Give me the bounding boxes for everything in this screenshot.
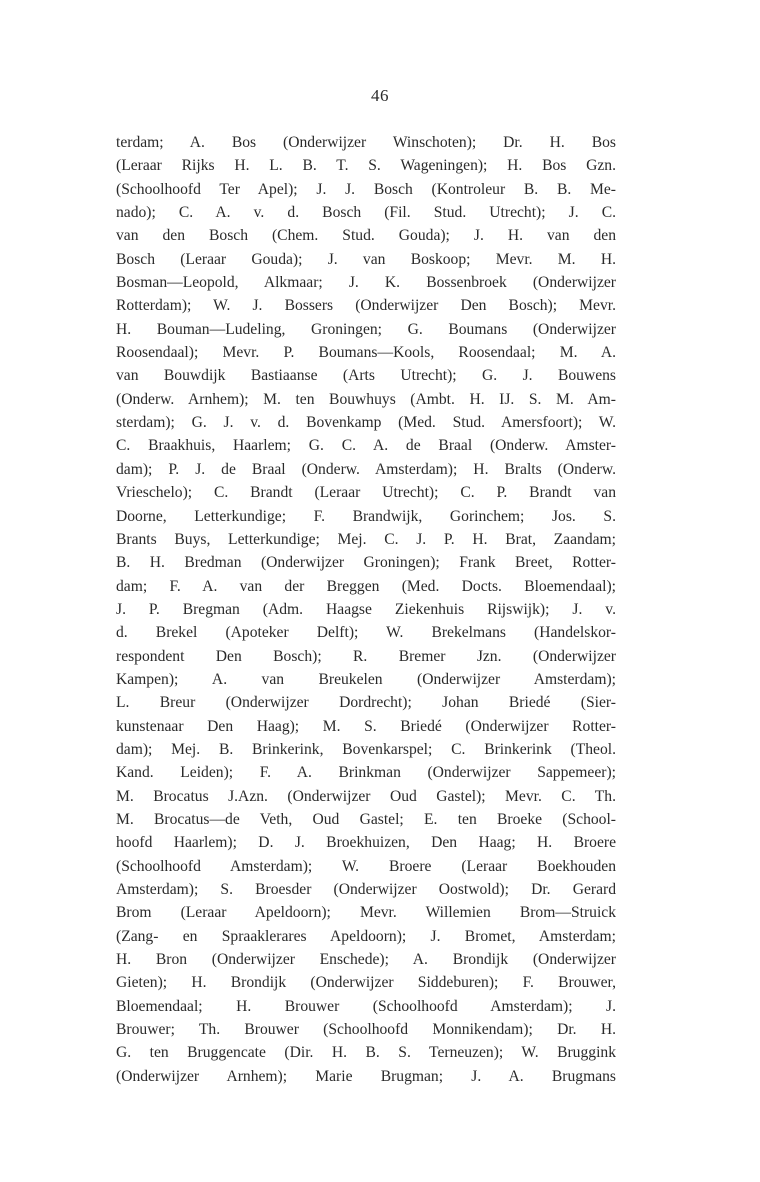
text-line: M. Brocatus—de Veth, Oud Gastel; E. ten Broeke (School-: [116, 810, 616, 828]
text-line: B. H. Bredman (Onderwijzer Groningen); Frank Breet, Rotter-: [116, 554, 616, 572]
text-line: M. Brocatus J.Azn. (Onderwijzer Oud Gastel); Mevr. C. Th.: [116, 787, 616, 805]
text-line: Doorne, Letterkundige; F. Brandwijk, Gorinchem; Jos. S.: [116, 507, 616, 525]
text-line: Vrieschelo); C. Brandt (Leraar Utrecht); C. P. Brandt van: [116, 484, 616, 502]
text-line: H. Bron (Onderwijzer Enschede); A. Brondijk (Onderwijzer: [116, 951, 616, 969]
text-line: (Leraar Rijks H. L. B. T. S. Wageningen); H. Bos Gzn.: [116, 157, 616, 175]
text-line: kunstenaar Den Haag); M. S. Briedé (Onderwijzer Rotter-: [116, 717, 616, 735]
text-line: (Zang- en Spraaklerares Apeldoorn); J. Bromet, Amsterdam;: [116, 927, 616, 945]
text-line: (Schoolhoofd Amsterdam); W. Broere (Leraar Boekhouden: [116, 857, 616, 875]
text-line: van Bouwdijk Bastiaanse (Arts Utrecht); G. J. Bouwens: [116, 367, 616, 385]
text-line: Rotterdam); W. J. Bossers (Onderwijzer Den Bosch); Mevr.: [116, 297, 616, 315]
text-line: dam; F. A. van der Breggen (Med. Docts. Bloemendaal);: [116, 577, 616, 595]
text-line: Bosch (Leraar Gouda); J. van Boskoop; Mevr. M. H.: [116, 250, 616, 268]
text-line: L. Breur (Onderwijzer Dordrecht); Johan Briedé (Sier-: [116, 694, 616, 712]
text-line: Kand. Leiden); F. A. Brinkman (Onderwijzer Sappemeer);: [116, 764, 616, 782]
text-line: Brom (Leraar Apeldoorn); Mevr. Willemien Brom—Struick: [116, 904, 616, 922]
text-line: Amsterdam); S. Broesder (Onderwijzer Oostwold); Dr. Gerard: [116, 881, 616, 898]
text-line: van den Bosch (Chem. Stud. Gouda); J. H. van den: [116, 227, 616, 245]
text-line: respondent Den Bosch); R. Bremer Jzn. (Onderwijzer: [116, 647, 616, 665]
text-line: G. ten Bruggencate (Dir. H. B. S. Terneuzen); W. Bruggink: [116, 1044, 616, 1062]
page-number: 46: [371, 86, 389, 105]
text-line: Roosendaal); Mevr. P. Boumans—Kools, Roosendaal; M. A.: [116, 344, 616, 362]
text-line: hoofd Haarlem); D. J. Broekhuizen, Den Haag; H. Broere: [116, 834, 616, 852]
text-line: terdam; A. Bos (Onderwijzer Winschoten); Dr. H. Bos: [116, 134, 616, 151]
text-line: dam); Mej. B. Brinkerink, Bovenkarspel; C. Brinkerink (Theol.: [116, 740, 616, 758]
text-line: (Onderw. Arnhem); M. ten Bouwhuys (Ambt. H. IJ. S. M. Am-: [116, 390, 616, 408]
text-line: Brouwer; Th. Brouwer (Schoolhoofd Monnikendam); Dr. H.: [116, 1021, 616, 1039]
text-line: H. Bouman—Ludeling, Groningen; G. Boumans (Onderwijzer: [116, 320, 616, 338]
text-line: sterdam); G. J. v. d. Bovenkamp (Med. Stud. Amersfoort); W.: [116, 414, 616, 432]
text-line: (Onderwijzer Arnhem); Marie Brugman; J. A. Brugmans: [116, 1067, 616, 1085]
text-line: Bosman—Leopold, Alkmaar; J. K. Bossenbroek (Onderwijzer: [116, 274, 616, 292]
text-line: Gieten); H. Brondijk (Onderwijzer Siddeburen); F. Brouwer,: [116, 974, 616, 992]
text-line: Brants Buys, Letterkundige; Mej. C. J. P. H. Brat, Zaandam;: [116, 530, 616, 548]
text-line: C. Braakhuis, Haarlem; G. C. A. de Braal (Onderw. Amster-: [116, 437, 616, 455]
text-line: d. Brekel (Apoteker Delft); W. Brekelmans (Handelskor-: [116, 624, 616, 642]
text-line: dam); P. J. de Braal (Onderw. Amsterdam); H. Bralts (Onderw.: [116, 460, 616, 478]
text-line: nado); C. A. v. d. Bosch (Fil. Stud. Utrecht); J. C.: [116, 204, 616, 222]
text-line: Kampen); A. van Breukelen (Onderwijzer Amsterdam);: [116, 670, 616, 688]
name-list-text: [116, 131, 616, 1088]
text-line: Bloemendaal; H. Brouwer (Schoolhoofd Amsterdam); J.: [116, 997, 616, 1015]
text-line: (Schoolhoofd Ter Apel); J. J. Bosch (Kontroleur B. B. Me-: [116, 180, 616, 198]
text-line: J. P. Bregman (Adm. Haagse Ziekenhuis Rijswijk); J. v.: [116, 600, 616, 618]
